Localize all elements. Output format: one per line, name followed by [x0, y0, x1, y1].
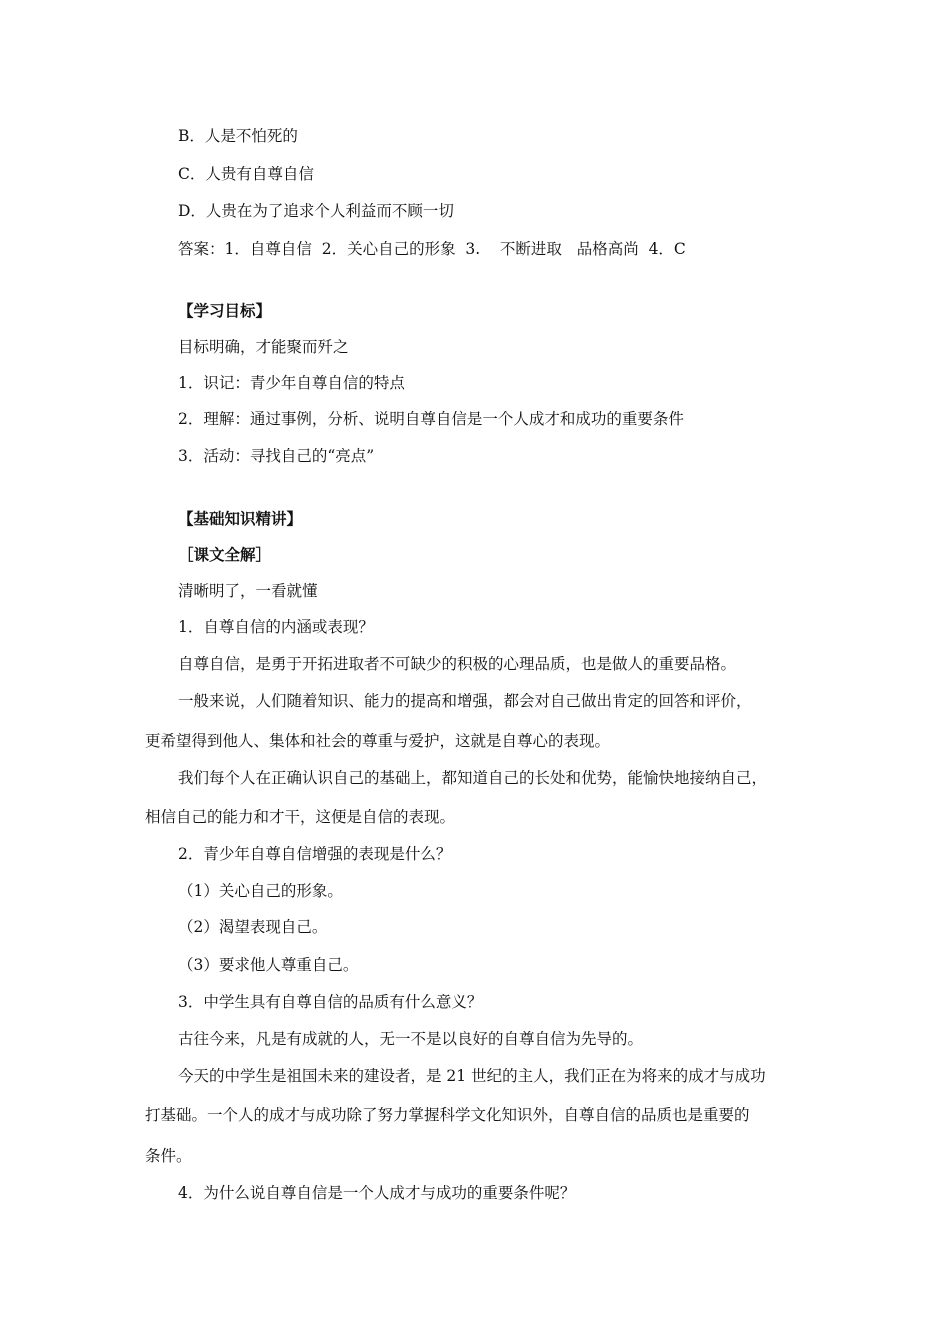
option-d: D．人贵在为了追求个人利益而不顾一切 — [178, 202, 454, 220]
lesson-subheading: ［课文全解］ — [178, 545, 272, 564]
paragraph: 古往今来，凡是有成就的人，无一不是以良好的自尊自信为先导的。 — [178, 1030, 644, 1048]
option-b: B．人是不怕死的 — [178, 127, 298, 145]
objectives-motto: 目标明确，才能聚而歼之 — [178, 338, 349, 356]
objective-item: 2．理解：通过事例，分析、说明自尊自信是一个人成才和成功的重要条件 — [178, 410, 684, 428]
objective-item: 1．识记：青少年自尊自信的特点 — [178, 374, 405, 392]
paragraph-line: 打基础。一个人的成才与成功除了努力掌握科学文化知识外，自尊自信的品质也是重要的 — [145, 1106, 750, 1124]
paragraph-line: 一般来说，人们随着知识、能力的提高和增强，都会对自己做出肯定的回答和评价， — [178, 692, 752, 710]
paragraph-line: 今天的中学生是祖国未来的建设者，是 21 世纪的主人，我们正在为将来的成才与成功 — [178, 1067, 766, 1085]
paragraph: 自尊自信，是勇于开拓进取者不可缺少的积极的心理品质，也是做人的重要品格。 — [178, 655, 737, 673]
paragraph-line: 相信自己的能力和才干，这便是自信的表现。 — [145, 808, 456, 826]
list-item: （3）要求他人尊重自己。 — [178, 956, 359, 974]
question-3: 3．中学生具有自尊自信的品质有什么意义？ — [178, 993, 483, 1011]
basics-heading: 【基础知识精讲】 — [178, 509, 303, 528]
paragraph-line: 条件。 — [145, 1147, 192, 1165]
paragraph-line: 更希望得到他人、集体和社会的尊重与爱护，这就是自尊心的表现。 — [145, 732, 611, 750]
answer-line: 答案：1．自尊自信 2．关心自己的形象 3. 不断进取 品格高尚 4．C — [178, 240, 686, 258]
paragraph-line: 我们每个人在正确认识自己的基础上，都知道自己的长处和优势，能愉快地接纳自己， — [178, 769, 768, 787]
objective-item: 3．活动：寻找自己的“亮点” — [178, 447, 375, 465]
question-4: 4．为什么说自尊自信是一个人成才与成功的重要条件呢？ — [178, 1184, 576, 1202]
question-2: 2．青少年自尊自信增强的表现是什么？ — [178, 845, 452, 863]
basics-motto: 清晰明了，一看就懂 — [178, 582, 318, 600]
question-1: 1．自尊自信的内涵或表现？ — [178, 618, 374, 636]
list-item: （2）渴望表现自己。 — [178, 918, 328, 936]
objectives-heading: 【学习目标】 — [178, 301, 272, 320]
list-item: （1）关心自己的形象。 — [178, 882, 343, 900]
option-c: C．人贵有自尊自信 — [178, 165, 314, 183]
